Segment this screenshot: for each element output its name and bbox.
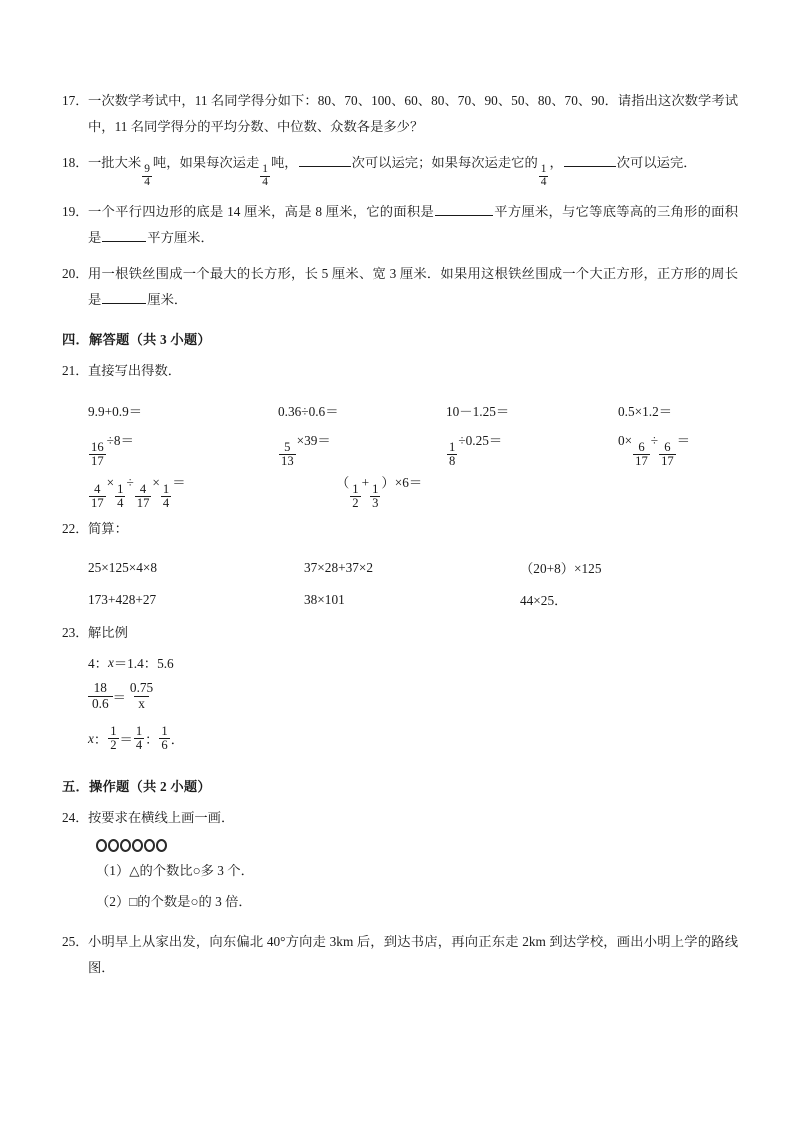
fraction-5-13 [279, 441, 296, 468]
calc-item-tail: ×6＝ [394, 474, 423, 490]
circle-icon [108, 839, 119, 852]
prop3-variable-x: x [88, 730, 94, 746]
fraction-numerator: 5 [284, 440, 291, 455]
proportion-line-2[interactable] [88, 676, 738, 718]
circle-shapes-row [96, 839, 738, 852]
fraction-4-17-a [89, 483, 106, 510]
question-21-number: 21． [62, 363, 89, 379]
worksheet-content [62, 88, 738, 991]
proportion-line-3[interactable] [88, 718, 738, 760]
calc-item-1-8-div-0.25[interactable] [446, 430, 618, 469]
fraction-denominator: 4 [540, 176, 547, 189]
question-17-text: 一次数学考试中，11 名同学得分如下：80、70、100、60、80、70、90、50、80、70、90．请指出这次数学考试中，11 名同学得分的平均分数、中位数、众数各是多少？ [88, 93, 738, 134]
circle-icon [96, 839, 107, 852]
question-24-prompt: 按要求在横线上画一画． [88, 810, 235, 826]
fraction-denominator: 2 [110, 738, 117, 753]
prop3-period: ． [170, 732, 185, 748]
q18-fraction-one-fourth-b [539, 164, 549, 189]
fraction-numerator: 1 [161, 724, 168, 739]
q20-blank-1[interactable] [102, 290, 146, 304]
paren-close: ） [381, 474, 395, 490]
calc-item-0.36-div-0.6[interactable]: 0.36÷0.6＝ [278, 404, 339, 420]
q18-blank-2[interactable] [564, 153, 616, 167]
q20-segment-1: 用一根铁丝围成一个最大的长方形，长 5 厘米、宽 3 厘米．如果用这根铁丝围成一个大正方形，正方形的周长是 [88, 265, 738, 307]
question-22 [62, 516, 738, 542]
fraction-1-3 [370, 483, 380, 510]
q19-segment-3: 平方厘米． [147, 230, 214, 246]
fraction-numerator: 1 [540, 163, 547, 176]
calc-item-tail: ×39＝ [296, 432, 331, 448]
question-21 [62, 358, 738, 384]
q18-blank-1[interactable] [299, 153, 351, 167]
question-24-number: 24． [62, 810, 89, 826]
prop3-colon-2: ： [145, 732, 159, 748]
calc-item-tail: ＝ [172, 474, 186, 490]
simplify-row-1 [88, 552, 738, 584]
prop3-equals: ＝ [119, 732, 133, 748]
fraction-numerator: 1 [262, 163, 268, 176]
calc-item-9.9-plus-0.9[interactable]: 9.9+0.9＝ [88, 404, 143, 420]
fraction-numerator: 1 [449, 440, 456, 455]
fraction-denominator: 2 [352, 496, 359, 511]
fraction-numerator: 16 [91, 440, 104, 455]
section-heading-five: 五．操作题（共 2 小题） [62, 778, 211, 794]
simplify-item-25x125x4x8[interactable]: 25×125×4×8 [88, 559, 158, 575]
simplify-item-173-plus-428-plus-27[interactable]: 173+428+27 [88, 591, 157, 607]
calc-item-lead: 0× [618, 432, 633, 448]
question-24 [62, 805, 738, 831]
fraction-denominator: 4 [117, 496, 124, 511]
proportion-line-1[interactable] [88, 650, 738, 676]
fraction-4-17-b [135, 483, 152, 510]
question-24-sub-2: （2）□的个数是○的 3 倍． [96, 893, 252, 909]
question-21-calculations [88, 394, 738, 512]
fraction-denominator: 17 [661, 454, 674, 469]
simplify-item-20-plus-8-x125[interactable]: （20+8）×125 [520, 561, 602, 577]
fraction-1-2 [350, 483, 360, 510]
operator-3: × [152, 474, 160, 490]
fraction-denominator: 4 [144, 176, 150, 189]
question-18-text [88, 150, 738, 189]
fraction-6-17-a [633, 441, 650, 468]
question-25-text: 小明早上从家出发，向东偏北 40°方向走 3km 后，到达书店，再向正东走 2km 到达学校，画出小明上学的路线图． [88, 934, 738, 976]
question-19-number: 19． [62, 204, 89, 220]
question-18-number: 18． [62, 154, 89, 170]
calc-item-tail: ÷8＝ [106, 432, 134, 448]
fraction-denominator: 8 [449, 454, 456, 469]
prop1-left: 4： [88, 656, 108, 672]
calc-item-0-times-6-17-div-6-17[interactable] [618, 430, 768, 469]
fraction-denominator: 13 [281, 454, 294, 469]
operator-2: ÷ [126, 474, 134, 490]
q18-segment-2: 吨，如果每次运走 [152, 154, 260, 170]
fraction-denominator: 17 [91, 496, 104, 511]
question-25-number: 25． [62, 934, 89, 950]
calc-row-3 [88, 470, 738, 512]
prop1-right: ＝1.4：5.6 [113, 656, 174, 672]
fraction-0.75-over-x [126, 681, 157, 712]
calc-item-tail: ＝ [676, 432, 691, 448]
calc-row-2 [88, 428, 738, 470]
circle-icon [144, 839, 155, 852]
fraction-6-17-b [659, 441, 676, 468]
simplify-item-44x25[interactable]: 44×25． [520, 593, 568, 609]
fraction-numerator: 1 [162, 482, 170, 497]
circle-icon [120, 839, 131, 852]
simplify-item-38x101[interactable]: 38×101 [304, 591, 345, 607]
calc-item-operator: ÷ [650, 432, 659, 448]
calc-item-tail: ÷0.25＝ [458, 432, 503, 448]
fraction-1-4 [134, 725, 144, 752]
calc-item-half-plus-third-times-6[interactable] [336, 472, 422, 511]
fraction-denominator: 4 [135, 738, 143, 753]
fraction-1-2 [108, 725, 118, 752]
fraction-numerator: 6 [638, 440, 645, 455]
q19-blank-1[interactable] [435, 202, 493, 216]
question-25 [62, 929, 738, 981]
q18-segment-5: ， [549, 154, 563, 170]
fraction-numerator: 1 [117, 482, 124, 497]
question-21-prompt: 直接写出得数． [88, 363, 182, 379]
calc-item-0.5-times-1.2[interactable]: 0.5×1.2＝ [618, 404, 673, 420]
operator-plus: + [361, 474, 370, 490]
calc-item-4-17-times-1-4-div-4-17-times-1-4[interactable] [88, 472, 336, 511]
fraction-1-8 [447, 441, 457, 468]
prop3-colon-1: ： [93, 732, 108, 748]
fraction-denominator: 3 [372, 496, 379, 511]
fraction-denominator: 6 [161, 738, 168, 753]
fraction-denominator: 4 [262, 176, 268, 189]
fraction-numerator: 0.75 [129, 680, 154, 696]
fraction-numerator: 9 [144, 163, 150, 176]
prop1-variable-x: x [107, 654, 114, 670]
question-20-text [88, 261, 738, 313]
calc-item-16-17-div-8[interactable] [88, 430, 278, 469]
fraction-1-6 [159, 725, 169, 752]
fraction-denominator: 4 [162, 496, 170, 511]
question-22-number: 22． [62, 520, 89, 536]
fraction-18-over-0.6 [88, 681, 113, 712]
question-20-number: 20． [62, 265, 89, 281]
fraction-numerator: 4 [94, 482, 101, 497]
q18-fraction-one-fourth-a [260, 164, 270, 189]
fraction-1-4-b [161, 483, 171, 510]
q20-segment-2: 厘米． [147, 291, 188, 307]
question-19-text [88, 199, 738, 251]
paren-open: （ [336, 474, 350, 490]
circle-icon [156, 839, 167, 852]
q18-segment-3: 吨， [271, 154, 298, 170]
q18-segment-6: 次可以运完． [616, 154, 697, 170]
question-18 [62, 150, 738, 189]
question-20 [62, 261, 738, 313]
question-23-prompt: 解比例 [88, 624, 128, 640]
question-23-number: 23． [62, 624, 89, 640]
question-17 [62, 88, 738, 140]
fraction-1-4-a [115, 483, 125, 510]
calc-item-5-13-times-39[interactable] [278, 430, 446, 469]
q18-segment-1: 一批大米 [88, 154, 142, 170]
operator-1: × [106, 474, 115, 490]
question-19 [62, 199, 738, 251]
simplify-item-37x28-plus-37x2[interactable]: 37×28+37×2 [304, 559, 374, 575]
prop2-equals: ＝ [112, 690, 126, 706]
question-22-calculations [88, 552, 738, 616]
fraction-numerator: 1 [110, 724, 117, 739]
q19-segment-1: 一个平行四边形的底是 14 厘米，高是 8 厘米，它的面积是 [88, 204, 435, 220]
fraction-denominator: 0.6 [88, 696, 113, 712]
fraction-numerator: 1 [135, 724, 143, 739]
simplify-row-2 [88, 584, 738, 616]
question-22-prompt: 简算： [88, 520, 128, 536]
fraction-numerator: 1 [352, 482, 359, 497]
fraction-16-17 [89, 441, 106, 468]
q19-blank-2[interactable] [102, 228, 146, 242]
question-23-equations [88, 650, 738, 760]
circle-icon [132, 839, 143, 852]
fraction-denominator: 17 [91, 454, 104, 469]
calc-row-1 [88, 394, 738, 428]
question-23 [62, 620, 738, 646]
fraction-numerator: 6 [664, 440, 671, 455]
calc-item-10-minus-1.25[interactable]: 10－1.25＝ [446, 404, 510, 420]
q18-segment-4: 次可以运完；如果每次运走它的 [351, 154, 538, 170]
fraction-numerator: 4 [139, 482, 147, 497]
fraction-denominator: 17 [136, 496, 150, 511]
fraction-numerator: 1 [372, 482, 379, 497]
fraction-numerator: 18 [93, 680, 107, 696]
fraction-denominator-variable-x: x [134, 696, 149, 712]
question-24-sub-1: （1）△的个数比○多 3 个． [96, 862, 254, 878]
q19-segment-2: 平方厘米，与它等底等高的三角形的面积是 [88, 204, 739, 246]
q18-fraction-nine-fourths [142, 164, 152, 189]
section-heading-four: 四．解答题（共 3 小题） [62, 331, 211, 347]
question-17-number: 17． [62, 93, 89, 108]
fraction-denominator: 17 [635, 454, 648, 469]
